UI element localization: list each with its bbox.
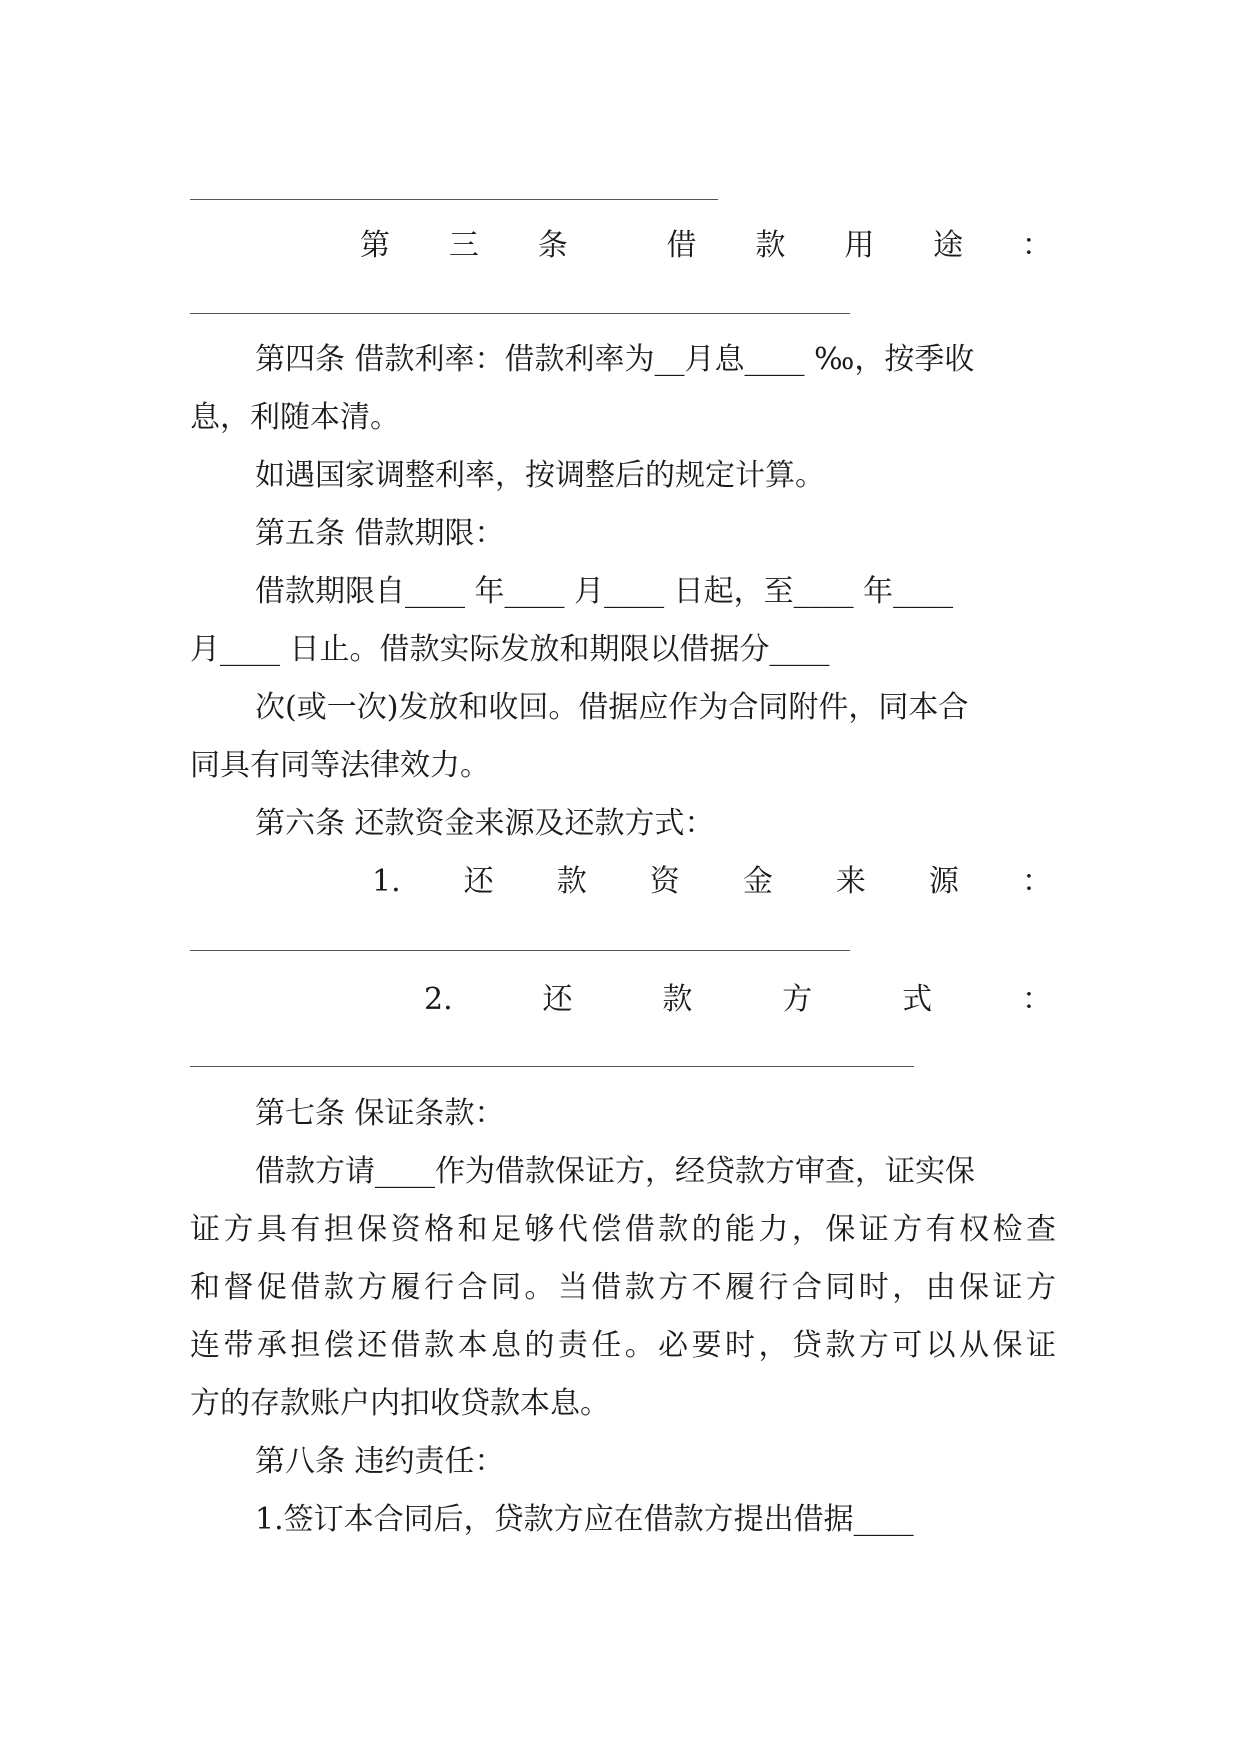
item-char: 还 xyxy=(463,864,494,899)
item-char: 款 xyxy=(556,864,587,899)
article-char: 条 xyxy=(537,228,568,263)
article-char: 三 xyxy=(448,228,479,263)
article-8-heading: 第八条 违约责任： xyxy=(255,1444,505,1479)
item-char: 款 xyxy=(662,982,693,1017)
colon: ： xyxy=(1021,228,1052,263)
article-5-line-3: 次(或一次)发放和收回。借据应作为合同附件，同本合 xyxy=(255,690,969,725)
title-char: 用 xyxy=(844,228,875,263)
blank-line xyxy=(190,313,850,314)
article-5-line-1: 借款期限自____ 年____ 月____ 日起，至____ 年____ xyxy=(255,574,954,609)
title-char: 款 xyxy=(755,228,786,263)
item-char: 金 xyxy=(742,864,773,899)
item-char: 方 xyxy=(782,982,813,1017)
article-5-line-4: 同具有同等法律效力。 xyxy=(190,748,490,783)
item-char: 式 xyxy=(902,982,933,1017)
article-5-heading: 第五条 借款期限： xyxy=(255,516,505,551)
item-char: 来 xyxy=(835,864,866,899)
title-char: 途 xyxy=(933,228,964,263)
item-number: 1. xyxy=(372,864,401,899)
colon: ： xyxy=(1022,982,1052,1017)
item-number: 2. xyxy=(424,982,453,1017)
article-4-line-2: 息，利随本清。 xyxy=(190,400,400,435)
article-7-line-1: 借款方请____作为借款保证方，经贷款方审查，证实保 xyxy=(255,1154,975,1189)
article-4-line-3: 如遇国家调整利率，按调整后的规定计算。 xyxy=(255,458,825,493)
colon: ： xyxy=(1021,864,1052,899)
article-7-line-4: 连带承担偿还借款本息的责任。必要时，贷款方可以从保证 xyxy=(190,1328,1056,1363)
article-char: 第 xyxy=(360,228,390,263)
article-7-heading: 第七条 保证条款： xyxy=(255,1096,505,1131)
article-5-line-2: 月____ 日止。借款实际发放和期限以借据分____ xyxy=(190,632,830,667)
article-8-line-1: 1.签订本合同后，贷款方应在借款方提出借据____ xyxy=(255,1502,914,1537)
title-char: 借 xyxy=(666,228,697,263)
blank-line xyxy=(190,950,850,951)
article-6-item-1 xyxy=(372,862,1052,902)
article-7-line-5: 方的存款账户内扣收贷款本息。 xyxy=(190,1386,610,1421)
item-char: 源 xyxy=(928,864,959,899)
item-char: 资 xyxy=(649,864,680,899)
article-3-heading xyxy=(360,226,1052,266)
blank-line xyxy=(190,1066,914,1067)
article-6-heading: 第六条 还款资金来源及还款方式： xyxy=(255,806,715,841)
blank-line xyxy=(190,199,718,200)
article-7-line-2: 证方具有担保资格和足够代偿借款的能力，保证方有权检查 xyxy=(190,1212,1056,1247)
item-char: 还 xyxy=(542,982,573,1017)
article-7-line-3: 和督促借款方履行合同。当借款方不履行合同时，由保证方 xyxy=(190,1270,1056,1305)
article-4-line-1: 第四条 借款利率：借款利率为__月息____ ‰，按季收 xyxy=(255,342,975,377)
article-6-item-2 xyxy=(424,980,1052,1020)
